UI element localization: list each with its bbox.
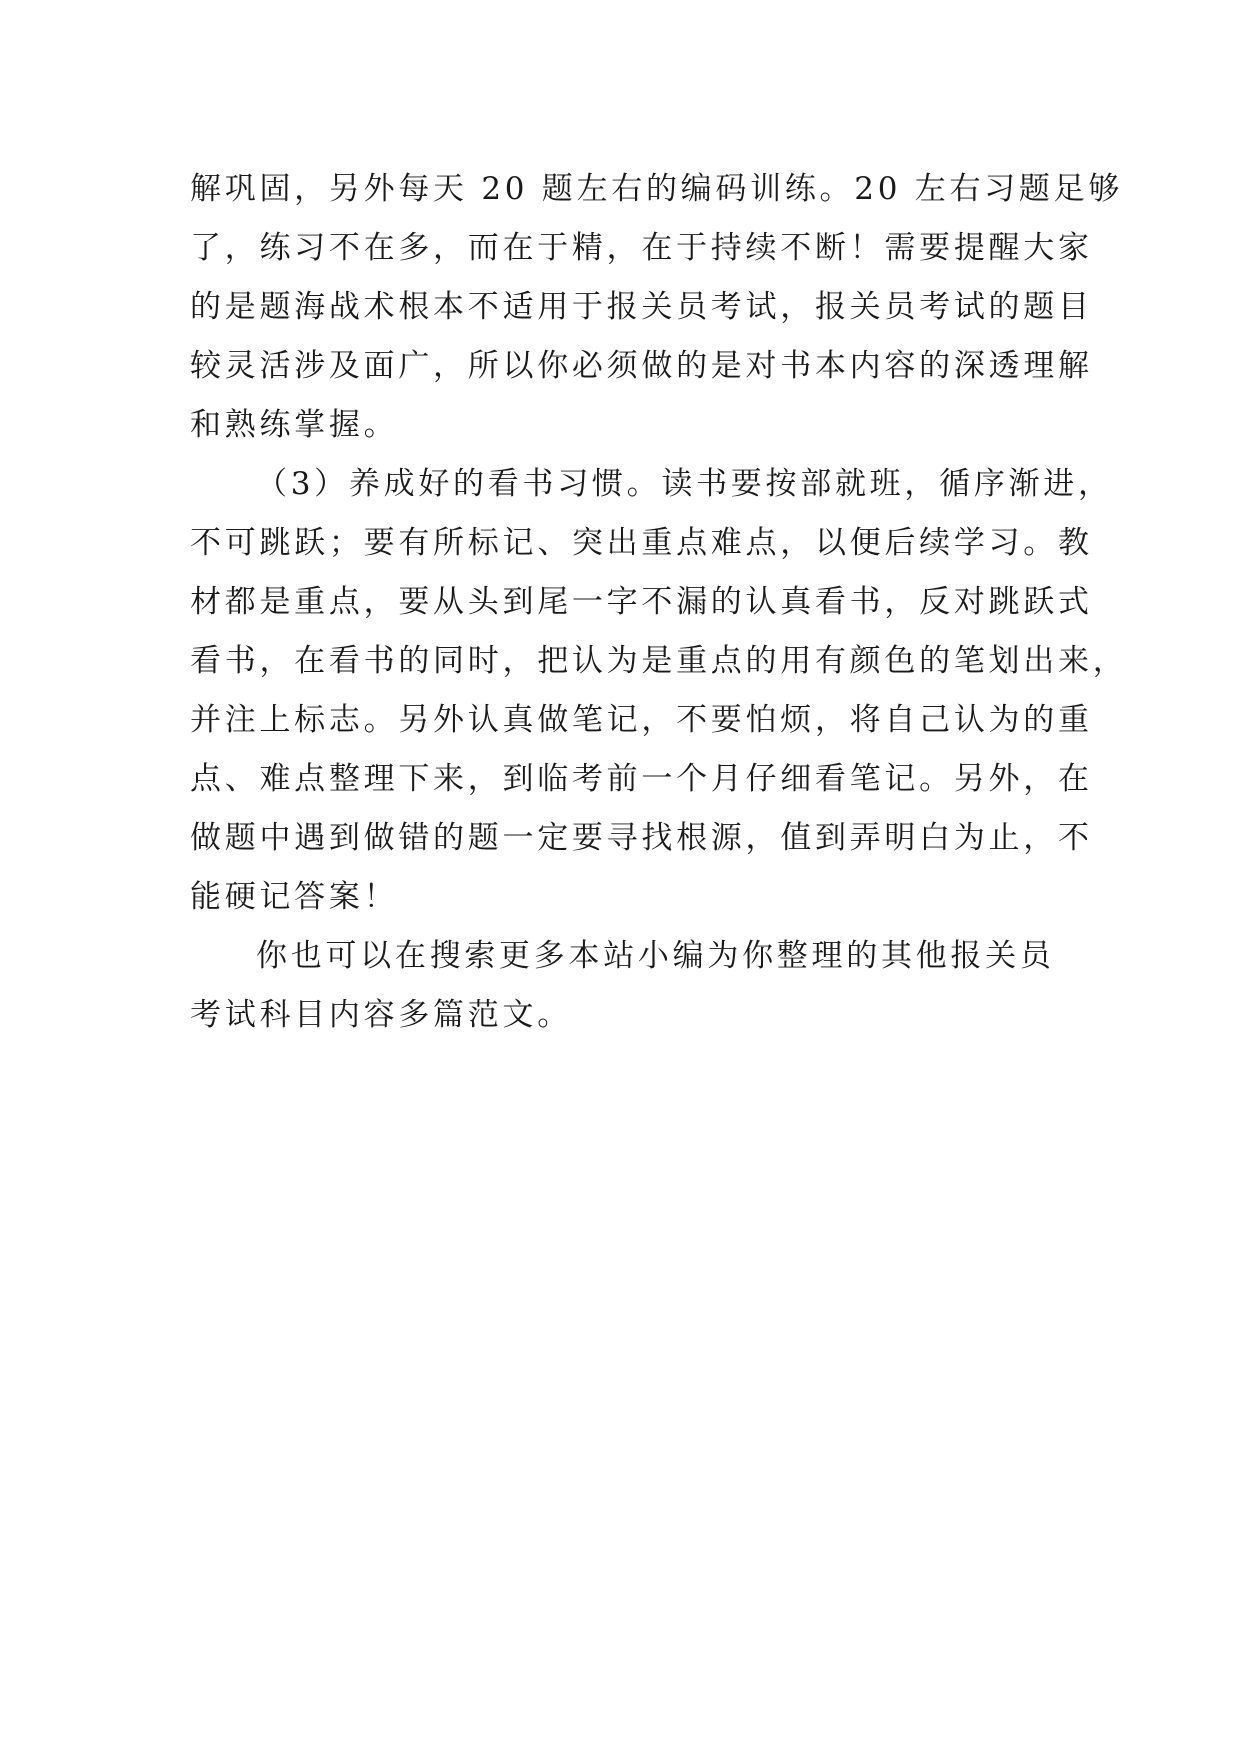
text-line: 能硬记答案！ (190, 879, 399, 915)
text-line: 解巩固，另外每天 20 题左右的编码训练。20 左右习题足够 (190, 171, 1124, 207)
text-line: 做题中遇到做错的题一定要寻找根源，值到弄明白为止，不 (190, 820, 1093, 856)
text-line: 不可跳跃；要有所标记、突出重点难点，以便后续学习。教 (190, 525, 1093, 561)
text-line: 的是题海战术根本不适用于报关员考试，报关员考试的题目 (190, 289, 1093, 325)
paragraph-3 (190, 927, 1055, 1045)
text-line: 点、难点整理下来，到临考前一个月仔细看笔记。另外，在 (190, 761, 1093, 797)
paragraph-1 (190, 160, 1124, 455)
paragraph-2 (190, 455, 1128, 927)
document-body (190, 160, 1128, 1045)
text-line: 了，练习不在多，而在于精，在于持续不断！需要提醒大家 (190, 230, 1093, 266)
text-line: 你也可以在搜索更多本站小编为你整理的其他报关员 (256, 938, 1055, 974)
text-line: 和熟练掌握。 (190, 407, 399, 443)
text-line: 材都是重点，要从头到尾一字不漏的认真看书，反对跳跃式 (190, 584, 1093, 620)
text-line: 并注上标志。另外认真做笔记，不要怕烦，将自己认为的重 (190, 702, 1093, 738)
text-line: 较灵活涉及面广，所以你必须做的是对书本内容的深透理解 (190, 348, 1093, 384)
text-line: （3）养成好的看书习惯。读书要按部就班，循序渐进， (256, 466, 1113, 502)
text-line: 考试科目内容多篇范文。 (190, 997, 572, 1033)
text-line: 看书，在看书的同时，把认为是重点的用有颜色的笔划出来， (190, 643, 1128, 679)
